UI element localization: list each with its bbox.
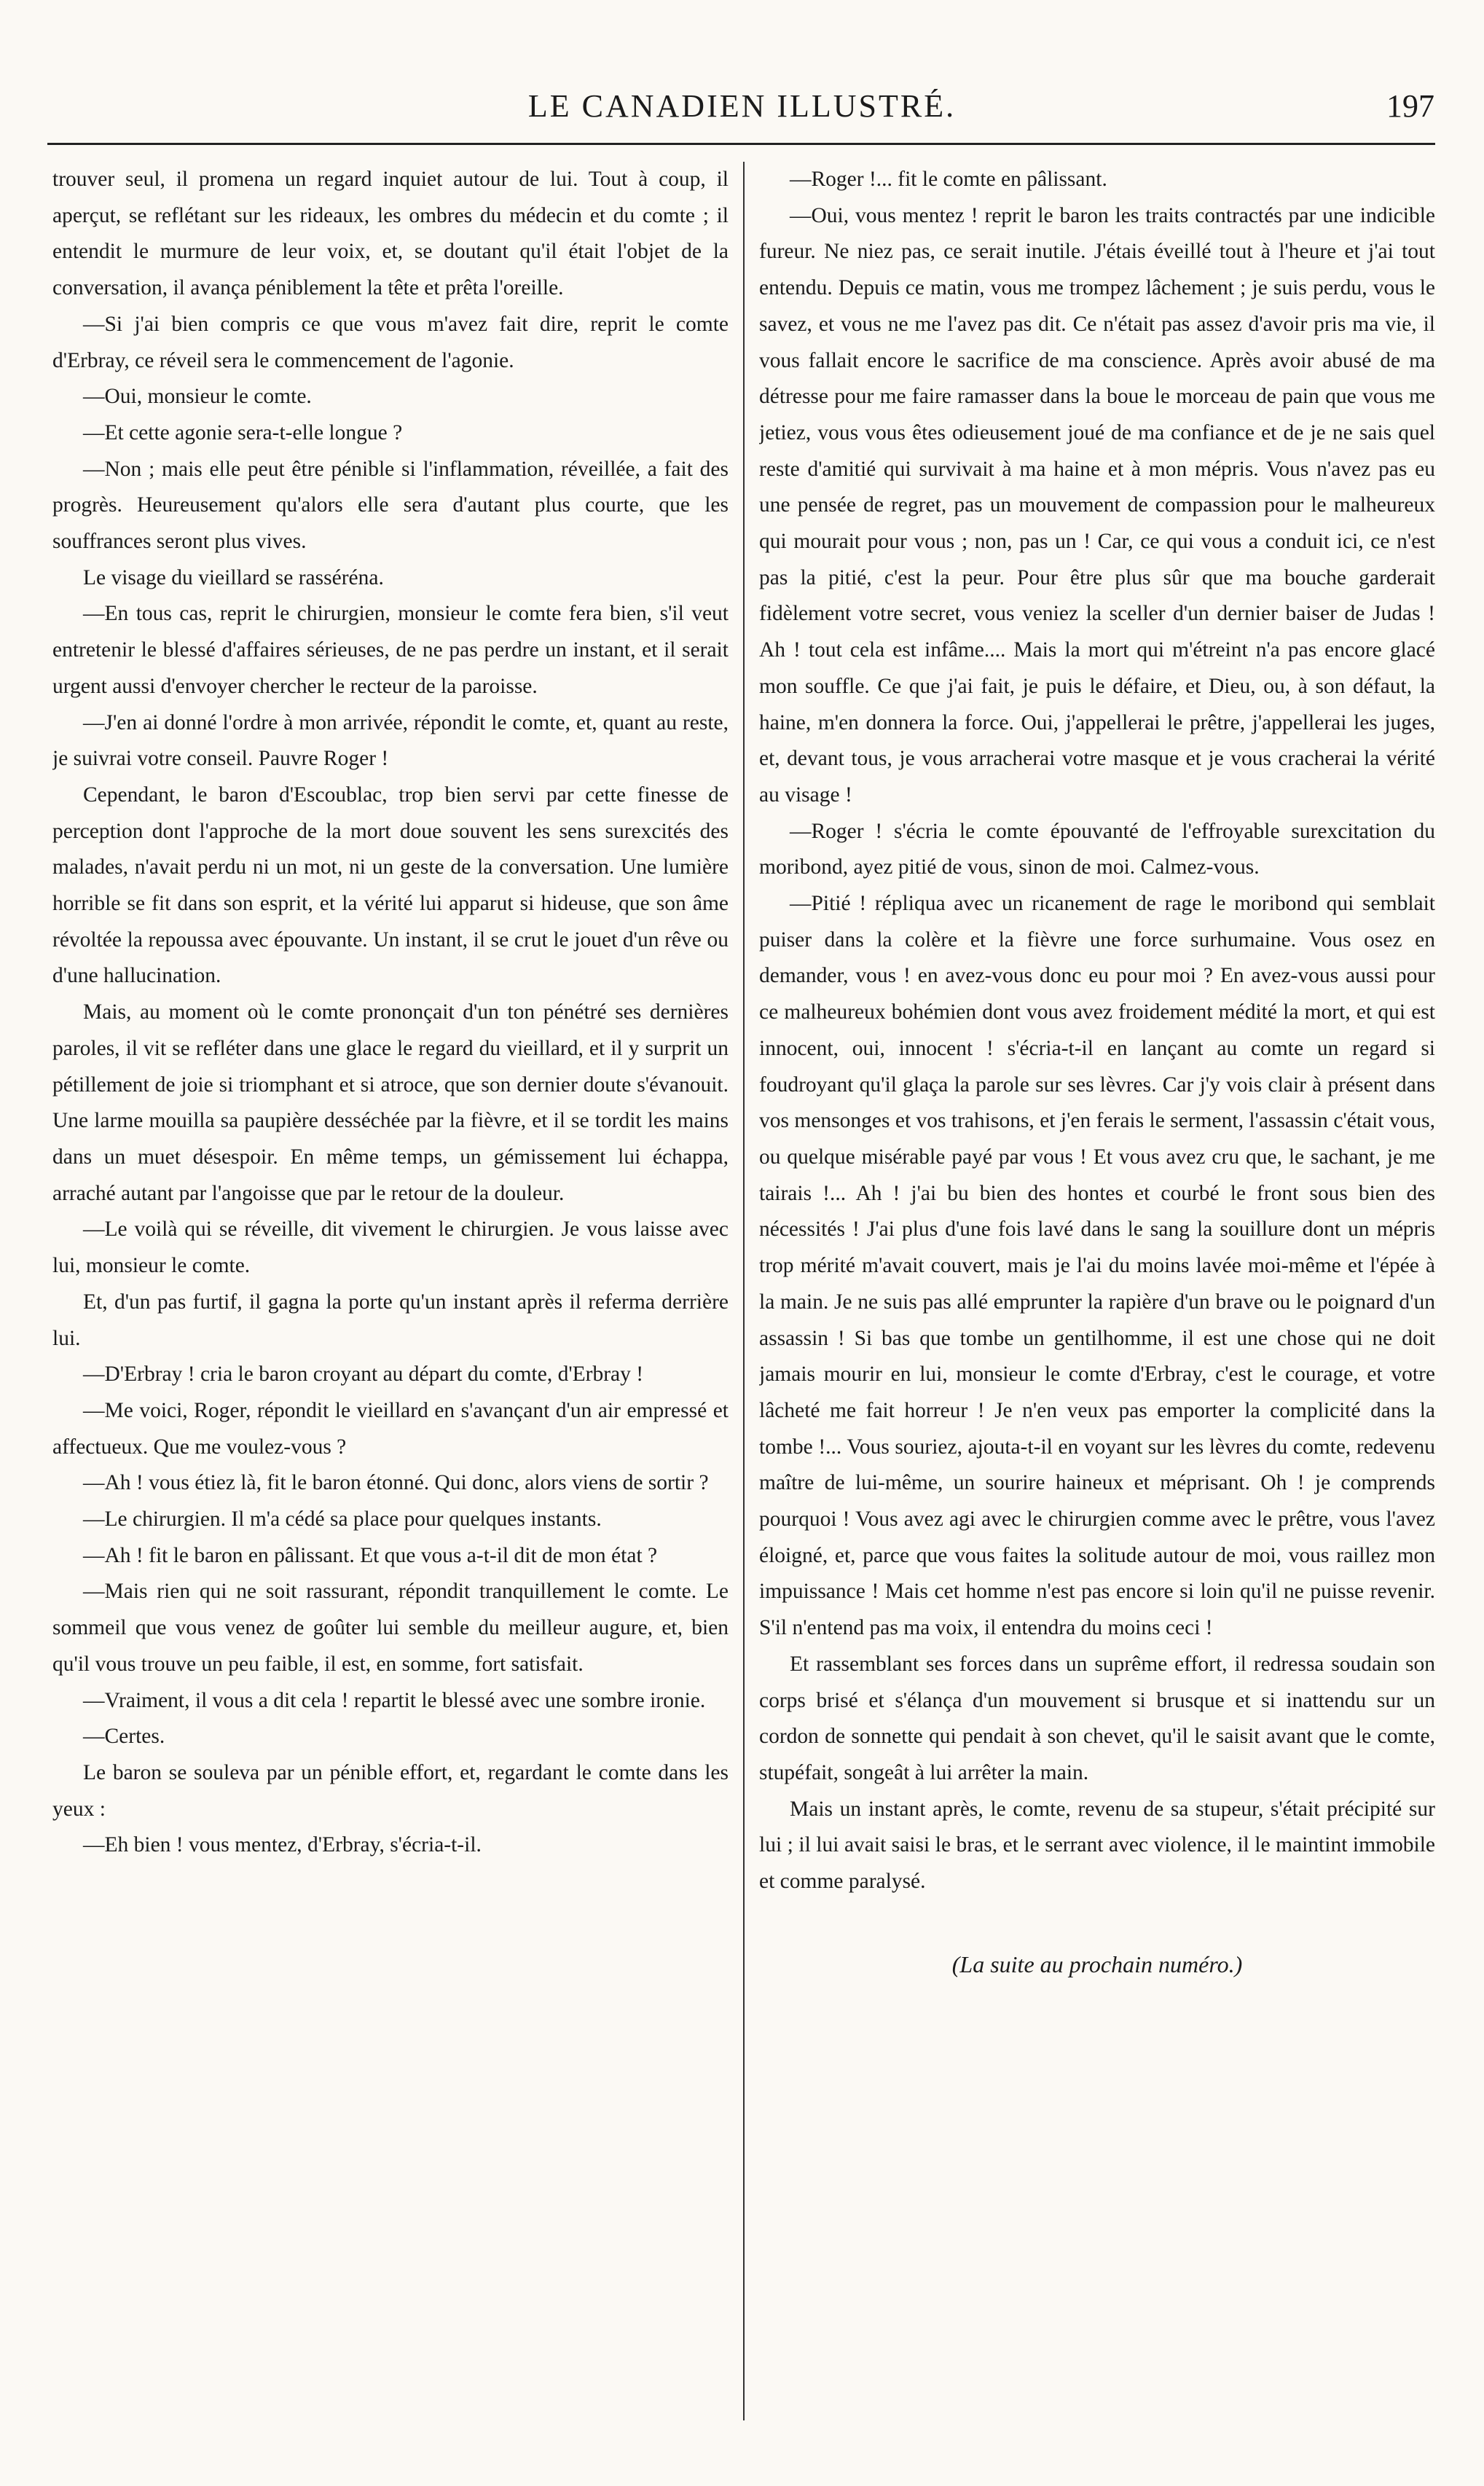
paragraph: —Roger ! s'écria le comte épouvanté de l'effroyable surexcitation du moribond, ayez pitié de vous, sinon de moi. Calmez-vous. [759,819,1435,879]
paragraph: —Oui, vous mentez ! reprit le baron les traits contractés par une indicible fureur. Ne niez pas, ce serait inutile. J'étais éveillé tout à l'heure et j'ai tout entendu. Depuis ce matin, vous me trompez lâchement ; je suis perdu, vous le savez, et vous ne me l'avez pas dit. Ce n'était pas assez d'avoir pris ma vie, il vous fallait encore le sacrifice de ma conscience. Après avoir abusé de ma détresse pour me faire ramasser dans la boue le morceau de pain que vous me jetiez, vous vous êtes odieusement joué de ma confiance et de je ne sais quel reste d'amitié qui survivait à ma haine et à mon mépris. Vous n'avez pas eu une pensée de regret, pas un mouvement de compassion pour le malheureux qui mourait pour vous ; non, pas un ! Car, ce qui vous a conduit ici, ce n'est pas la pitié, c'est la peur. Pour être plus sûr que ma bouche garderait fidèlement votre secret, vous veniez la sceller d'un dernier baiser de Judas ! Ah ! tout cela est infâme.... Mais la mort qui m'étreint n'a pas encore glacé mon souffle. Ce que j'ai fait, je puis le défaire, et Dieu, ou, à son défaut, la haine, m'en donnera la force. Oui, j'appellerai le prêtre, j'appellerai les juges, et, devant tous, je vous arracherai votre masque et je vous cracherai la vérité au visage ! [759,203,1435,807]
paragraph: —Pitié ! répliqua avec un ricanement de rage le moribond qui semblait puiser dans la colère et la fièvre une force surhumaine. Vous osez en demander, vous ! en avez-vous donc eu pour moi ? En avez-vous aussi pour ce malheureux bohémien dont vous avez froidement médité la mort, et qui est innocent, oui, innocent ! s'écria-t-il en lançant au comte un regard si foudroyant qu'il glaça la parole sur ses lèvres. Car j'y vois clair à présent dans vos mensonges et vos trahisons, et j'en ferais le serment, l'assassin c'était vous, ou quelque misérable payé par vous ! Et vous avez cru que, le sachant, je me tairais !... Ah ! j'ai bu bien des hontes et courbé le front sous bien des nécessités ! J'ai plus d'une fois lavé dans le sang la souillure dont un mépris trop mérité m'avait couvert, mais je l'ai du moins lavée moi-même et l'épée à la main. Je ne suis pas allé emprunter la rapière d'un brave ou le poignard d'un assassin ! Si bas que tombe un gentilhomme, il est une chose qui ne doit jamais mourir en lui, monsieur le comte d'Erbray, c'est le courage, et votre lâcheté me fait horreur ! Je n'en veux pas emporter la complicité dans la tombe !... Vous souriez, ajouta-t-il en voyant sur les lèvres du comte, redevenu maître de lui-même, un sourire haineux et méprisant. Oh ! je comprends pourquoi ! Vous avez agi avec le chirurgien comme avec le prêtre, vous l'avez éloigné, et, parce que vous faites la solitude autour de moi, vous raillez mon impuissance ! Mais cet homme n'est pas encore si loin qu'il ne puisse revenir. S'il n'entend pas ma voix, il entendra du moins ceci ! [759,892,1435,1640]
paragraph: trouver seul, il promena un regard inquiet autour de lui. Tout à coup, il aperçut, se reflétant sur les rideaux, les ombres du médecin et du comte ; il entendit le murmure de leur voix, et, se doutant qu'il était l'objet de la conversation, il avança péniblement la tête et prêta l'oreille. [52,168,729,300]
paragraph: —Roger !... fit le comte en pâlissant. [790,168,1107,191]
paragraph: —Le voilà qui se réveille, dit vivement le chirurgien. Je vous laisse avec lui, monsieur le comte. [52,1217,729,1278]
continuation-note [759,1947,1435,1983]
paragraph: —Mais rien qui ne soit rassurant, répondit tranquillement le comte. Le sommeil que vous venez de goûter lui semble du meilleur augure, et, bien qu'il vous trouve un peu faible, il est, en somme, fort satisfait. [52,1580,729,1676]
paragraph: —Ah ! fit le baron en pâlissant. Et que vous a-t-il dit de mon état ? [83,1543,658,1567]
paragraph: Mais, au moment où le comte prononçait d'un ton pénétré ses dernières paroles, il vit se refléter dans une glace le regard du vieillard, et il y surprit un pétillement de joie si triomphant et si atroce, que son dernier doute s'évanouit. Une larme mouilla sa paupière desséchée par la fièvre, et il se tordit les mains dans un muet désespoir. En même temps, un gémissement lui échappa, arraché autant par l'angoisse que par le retour de la douleur. [52,1000,729,1205]
paragraph: —J'en ai donné l'ordre à mon arrivée, répondit le comte, et, quant au reste, je suivrai votre conseil. Pauvre Roger ! [52,710,729,771]
paragraph: Cependant, le baron d'Escoublac, trop bien servi par cette finesse de perception dont l'approche de la mort doue souvent les sens surexcités des malades, n'avait perdu ni un mot, ni un geste de la conversation. Une lumière horrible se fit dans son esprit, et la vérité lui apparut si hideuse, que son âme révoltée la repoussa avec épouvante. Un instant, il se crut le jouet d'un rêve ou d'une hallucination. [52,783,729,988]
paragraph: —Non ; mais elle peut être pénible si l'inflammation, réveillée, a fait des progrès. Heureusement qu'alors elle sera d'autant plus courte, que les souffrances seront plus vives. [52,457,729,554]
paragraph: —Vraiment, il vous a dit cela ! repartit le blessé avec une sombre ironie. [83,1688,706,1712]
paragraph: Mais un instant après, le comte, revenu de sa stupeur, s'était précipité sur lui ; il lui avait saisi le bras, et le serrant avec violence, il le maintint immobile et comme paralysé. [759,1797,1435,1894]
header-rule [47,143,1435,145]
paragraph: Et, d'un pas furtif, il gagna la porte qu'un instant après il referma derrière lui. [52,1290,729,1350]
paragraph: —Oui, monsieur le comte. [83,385,312,409]
paragraph: —Et cette agonie sera-t-elle longue ? [83,420,403,444]
page-number: 197 [1386,88,1434,124]
paragraph: —En tous cas, reprit le chirurgien, monsieur le comte fera bien, s'il veut entretenir le blessé d'affaires sérieuses, de ne pas perdre un instant, et il serait urgent aussi d'envoyer chercher le recteur de la paroisse. [52,602,729,698]
paragraph: —Si j'ai bien compris ce que vous m'avez fait dire, reprit le comte d'Erbray, ce réveil sera le commencement de l'agonie. [52,312,729,372]
column-divider [743,162,745,2420]
paragraph: —D'Erbray ! cria le baron croyant au départ du comte, d'Erbray ! [83,1362,644,1387]
paragraph: Le visage du vieillard se rasséréna. [83,565,384,589]
paragraph: Et rassemblant ses forces dans un suprême effort, il redressa soudain son corps brisé et s'élança d'un mouvement si brusque et si inattendu sur un cordon de sonnette qui pendait à son chevet, qu'il le saisit avant que le comte, stupéfait, songeât à lui arrêter la main. [759,1652,1435,1784]
continuation-note-text: (La suite au prochain numéro.) [951,1950,1243,1977]
paragraph: —Eh bien ! vous mentez, d'Erbray, s'écria-t-il. [83,1833,482,1857]
left-column [52,162,729,2428]
journal-title: LE CANADIEN ILLUSTRÉ. [527,88,957,124]
paragraph: —Le chirurgien. Il m'a cédé sa place pour quelques instants. [83,1507,602,1532]
paragraph: —Me voici, Roger, répondit le vieillard en s'avançant d'un air empressé et affectueux. Que me voulez-vous ? [52,1398,729,1459]
right-column [759,162,1435,2428]
paragraph: —Certes. [83,1725,165,1749]
paragraph: Le baron se souleva par un pénible effort, et, regardant le comte dans les yeux : [52,1760,729,1821]
paragraph: —Ah ! vous étiez là, fit le baron étonné. Qui donc, alors viens de sortir ? [83,1471,709,1495]
page-header [0,0,1484,153]
